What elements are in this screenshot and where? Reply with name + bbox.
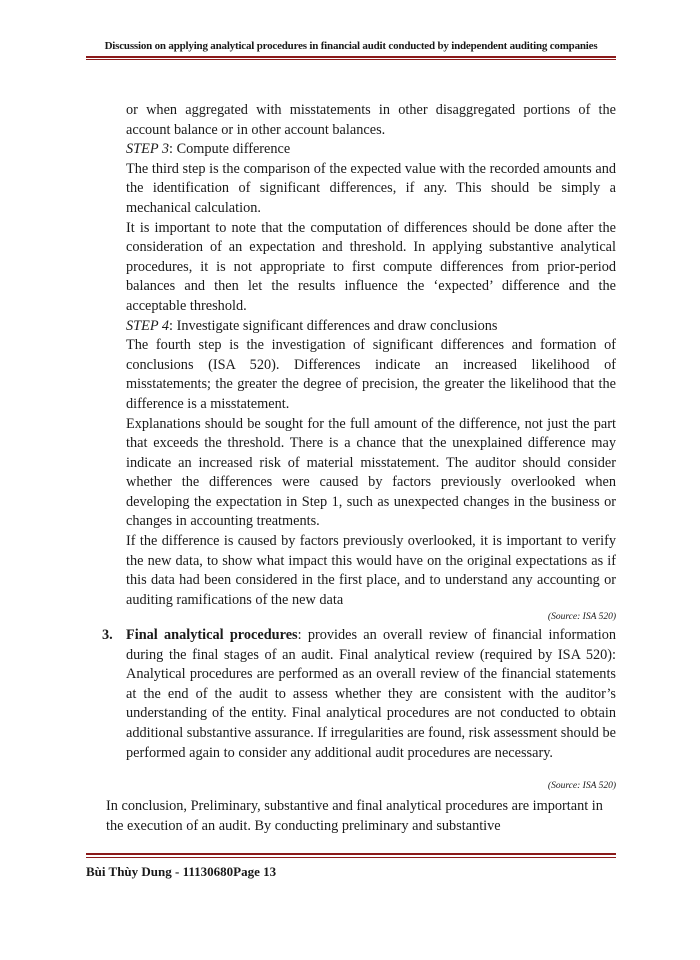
paragraph-4: The fourth step is the investigation of significant differences and formation of conclusions (ISA 520). Differences indicate an increased likelihood of misstatements; the greater the degree of precision, the greater the likelihood that the difference is a misstatement. bbox=[126, 337, 616, 412]
list-item-3 bbox=[126, 626, 616, 763]
paragraph-2: The third step is the comparison of the expected value with the recorded amounts and the identification of significant differences, if any. This should be simply a mechanical calculation. bbox=[126, 160, 616, 216]
list-item-3-text: : provides an overall review of financial information during the final stages of an audit. Final analytical review (required by ISA 520): Analytical procedures are performed as an overall review of the financial statements at the end of the audit to assess whether they are consistent with the auditor’s understanding of the entity. Final analytical procedures are not conducted to obtain additional substantive assurance. If irregularities are found, risk assessment should be performed again to consider any additional audit procedures are necessary. bbox=[126, 627, 616, 761]
conclusion-paragraph: In conclusion, Preliminary, substantive and final analytical procedures are important in the execution of an audit. By conducting preliminary and substantive bbox=[106, 798, 603, 834]
step-4-title: : Investigate significant differences and draw conclusions bbox=[169, 317, 498, 334]
source-citation-2: (Source: ISA 520) bbox=[547, 781, 616, 791]
footer-rule-thick bbox=[86, 853, 616, 855]
page-header-title: Discussion on applying analytical procedures in financial audit conducted by independent auditing companies bbox=[104, 40, 598, 52]
step-3-title: : Compute difference bbox=[169, 141, 291, 158]
paragraph-5: Explanations should be sought for the full amount of the difference, not just the part that exceeds the threshold. There is a chance that the unexplained difference may indicate an increased risk of material misstatement. The auditor should consider whether the differences were caused by factors previously overlooked when developing the expectation in Step 1, such as unexpected changes in the business or changes in accounting treatments. bbox=[126, 415, 616, 530]
paragraph-1: or when aggregated with misstatements in other disaggregated portions of the account balance or in other account balances. bbox=[126, 102, 616, 138]
step-4-label: STEP 4 bbox=[126, 317, 170, 334]
step-3-label: STEP 3 bbox=[126, 141, 170, 158]
paragraph-6: If the difference is caused by factors previously overlooked, it is important to verify the new data, to show what impact this would have on the original expectations as if this data had been considered in the first place, and to understand any accounting or auditing ramifications of the new data bbox=[126, 533, 616, 608]
paragraph-3: It is important to note that the computation of differences should be done after the consideration of an expectation and threshold. In applying substantive analytical procedures, it is not appropriate to first compute differences from prior-period balances and then let the results influence the ‘expected’ difference and the acceptable threshold. bbox=[126, 219, 616, 314]
step-3-heading bbox=[126, 140, 616, 160]
source-citation-1: (Source: ISA 520) bbox=[547, 612, 616, 623]
footer-rule-thin bbox=[86, 857, 616, 858]
list-item-3-term: Final analytical procedures bbox=[126, 627, 298, 643]
page-footer: Bùi Thùy Dung - 11130680Page 13 bbox=[86, 864, 277, 879]
step-4-heading bbox=[126, 317, 616, 337]
header-rule-thick bbox=[86, 56, 616, 58]
body-text bbox=[126, 101, 616, 625]
header-rule-thin bbox=[86, 59, 616, 60]
list-number-3: 3. bbox=[102, 627, 113, 643]
